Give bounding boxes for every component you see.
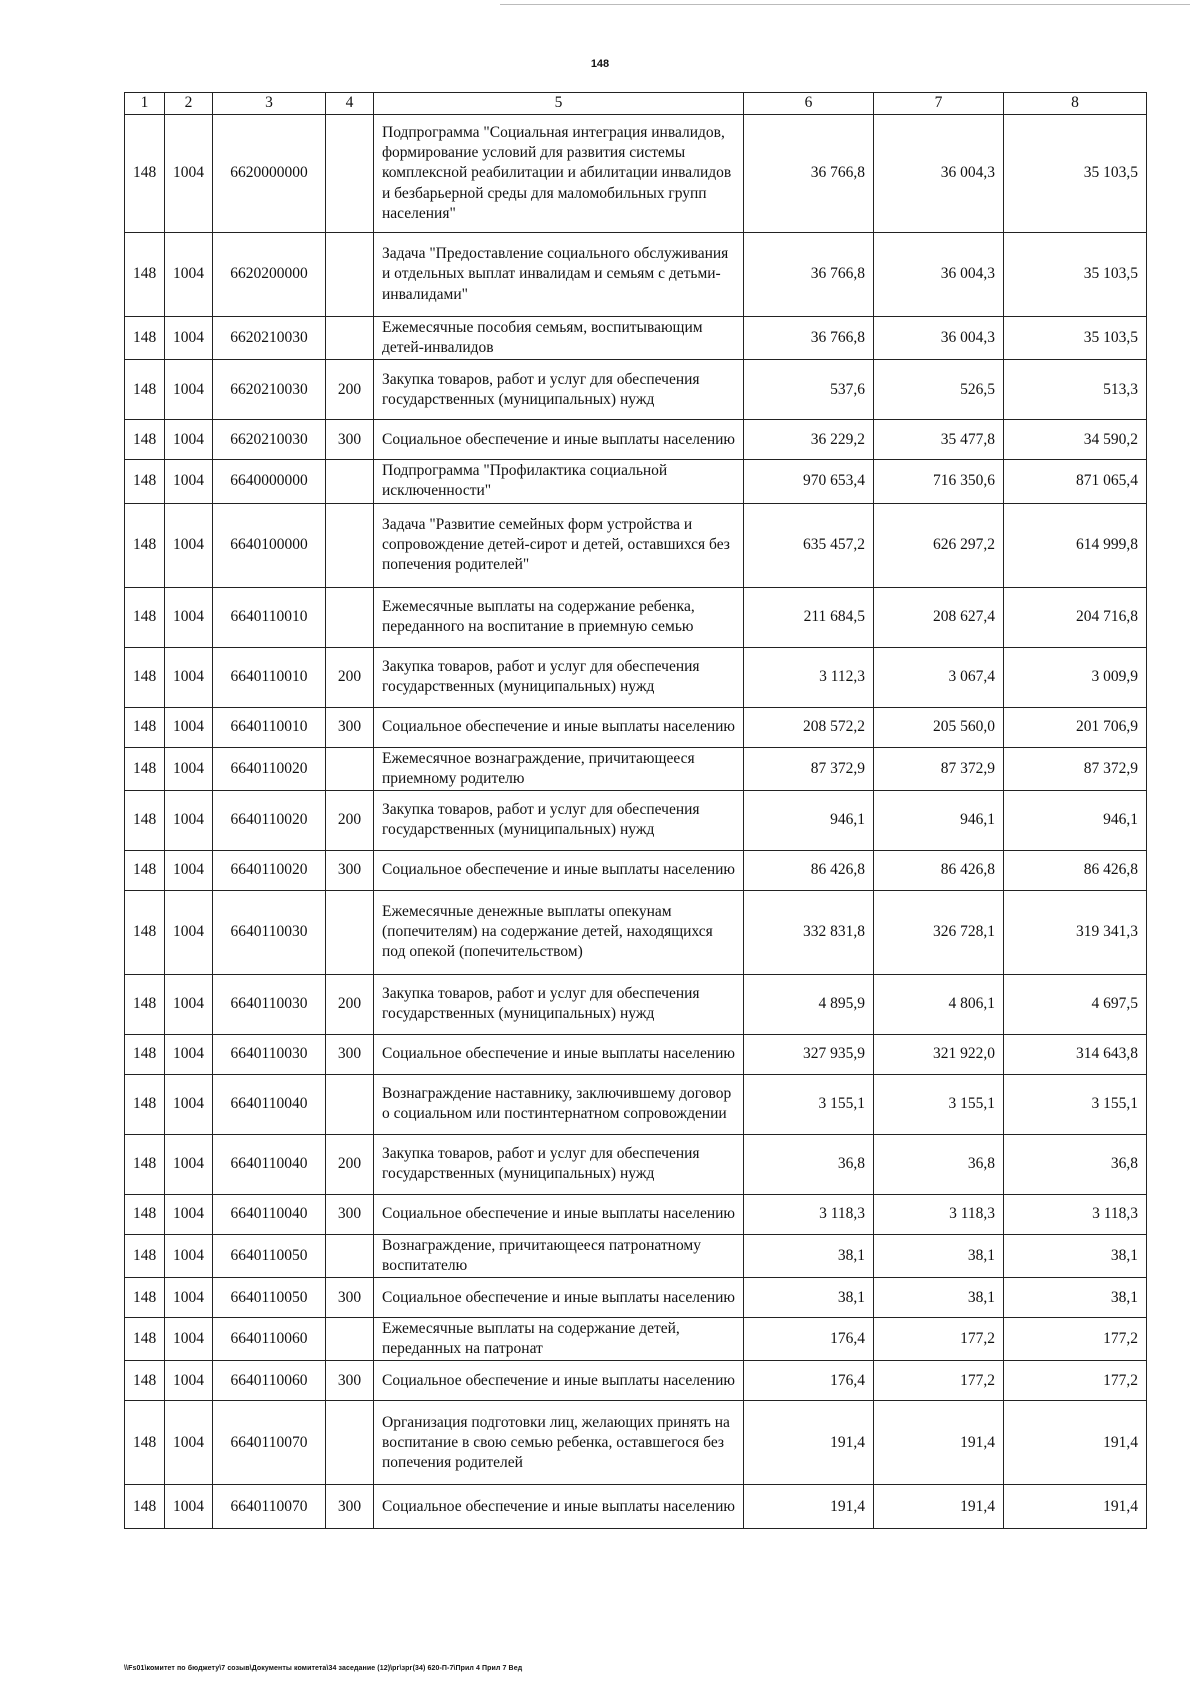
cell-c7: 177,2: [874, 1361, 1004, 1401]
header-cell: 3: [213, 93, 326, 115]
cell-c7: 205 560,0: [874, 707, 1004, 747]
cell-c3: 6640110040: [213, 1074, 326, 1134]
cell-c8: 3 009,9: [1004, 647, 1147, 707]
cell-c5: Социальное обеспечение и иные выплаты населению: [374, 1194, 744, 1234]
cell-c5: Вознаграждение наставнику, заключившему договор о социальном или постинтернатном сопровождении: [374, 1074, 744, 1134]
cell-c4: 300: [326, 1278, 374, 1318]
cell-c5: Социальное обеспечение и иные выплаты населению: [374, 850, 744, 890]
cell-c1: 148: [125, 587, 165, 647]
cell-c8: 36,8: [1004, 1134, 1147, 1194]
cell-c7: 87 372,9: [874, 747, 1004, 790]
cell-c3: 6640110020: [213, 747, 326, 790]
cell-c8: 201 706,9: [1004, 707, 1147, 747]
cell-c4: [326, 233, 374, 317]
cell-c4: 200: [326, 974, 374, 1034]
header-cell: 7: [874, 93, 1004, 115]
cell-c3: 6620000000: [213, 115, 326, 233]
header-cell: 5: [374, 93, 744, 115]
cell-c6: 36,8: [744, 1134, 874, 1194]
table-row: [125, 1361, 1147, 1401]
cell-c1: 148: [125, 420, 165, 460]
cell-c4: [326, 890, 374, 974]
cell-c3: 6640110030: [213, 1034, 326, 1074]
cell-c1: 148: [125, 1401, 165, 1485]
cell-c7: 321 922,0: [874, 1034, 1004, 1074]
page-number: 148: [590, 58, 610, 70]
footer-file-path: \\Fs01\комитет по бюджету\7 созыв\Документы комитета\34 заседание (12)\рг\зрг(34) 620-П-7\Прил 4 Прил 7 Вед: [124, 1665, 523, 1672]
cell-c6: 36 766,8: [744, 233, 874, 317]
cell-c2: 1004: [165, 647, 213, 707]
top-scan-line: [500, 4, 1190, 5]
cell-c2: 1004: [165, 1234, 213, 1277]
cell-c2: 1004: [165, 1485, 213, 1529]
table-row: [125, 1485, 1147, 1529]
table-row: [125, 460, 1147, 503]
table-row: [125, 747, 1147, 790]
cell-c5: Социальное обеспечение и иные выплаты населению: [374, 420, 744, 460]
cell-c4: 300: [326, 420, 374, 460]
cell-c6: 176,4: [744, 1318, 874, 1361]
cell-c1: 148: [125, 974, 165, 1034]
cell-c3: 6620210030: [213, 360, 326, 420]
cell-c8: 204 716,8: [1004, 587, 1147, 647]
cell-c6: 36 766,8: [744, 115, 874, 233]
cell-c4: [326, 115, 374, 233]
cell-c6: 332 831,8: [744, 890, 874, 974]
table-row: [125, 587, 1147, 647]
cell-c5: Задача "Развитие семейных форм устройства и сопровождение детей-сирот и детей, оставшихся без попечения родителей": [374, 503, 744, 587]
cell-c6: 4 895,9: [744, 974, 874, 1034]
cell-c6: 176,4: [744, 1361, 874, 1401]
cell-c5: Закупка товаров, работ и услуг для обеспечения государственных (муниципальных) нужд: [374, 1134, 744, 1194]
table-row: [125, 115, 1147, 233]
cell-c2: 1004: [165, 850, 213, 890]
header-cell: 1: [125, 93, 165, 115]
cell-c3: 6640000000: [213, 460, 326, 503]
cell-c7: 3 118,3: [874, 1194, 1004, 1234]
cell-c5: Вознаграждение, причитающееся патронатному воспитателю: [374, 1234, 744, 1277]
table-row: [125, 647, 1147, 707]
cell-c8: 38,1: [1004, 1234, 1147, 1277]
cell-c8: 314 643,8: [1004, 1034, 1147, 1074]
cell-c3: 6620210030: [213, 420, 326, 460]
cell-c6: 87 372,9: [744, 747, 874, 790]
cell-c4: [326, 1074, 374, 1134]
cell-c3: 6640110010: [213, 587, 326, 647]
cell-c5: Подпрограмма "Социальная интеграция инвалидов, формирование условий для развития системы комплексной реабилитации и абилитации инвалидов и безбарьерной среды для маломобильных групп населения": [374, 115, 744, 233]
cell-c4: 300: [326, 1485, 374, 1529]
cell-c1: 148: [125, 460, 165, 503]
cell-c6: 3 112,3: [744, 647, 874, 707]
cell-c6: 38,1: [744, 1278, 874, 1318]
cell-c5: Организация подготовки лиц, желающих принять на воспитание в свою семью ребенка, оставшегося без попечения родителей: [374, 1401, 744, 1485]
cell-c5: Ежемесячное вознаграждение, причитающееся приемному родителю: [374, 747, 744, 790]
cell-c4: [326, 747, 374, 790]
cell-c7: 526,5: [874, 360, 1004, 420]
cell-c2: 1004: [165, 503, 213, 587]
cell-c2: 1004: [165, 1401, 213, 1485]
cell-c5: Закупка товаров, работ и услуг для обеспечения государственных (муниципальных) нужд: [374, 647, 744, 707]
cell-c6: 36 229,2: [744, 420, 874, 460]
cell-c5: Ежемесячные выплаты на содержание детей, переданных на патронат: [374, 1318, 744, 1361]
cell-c6: 208 572,2: [744, 707, 874, 747]
cell-c8: 34 590,2: [1004, 420, 1147, 460]
budget-table: [124, 92, 1147, 1529]
cell-c8: 191,4: [1004, 1401, 1147, 1485]
table-row: [125, 1278, 1147, 1318]
table-row: [125, 360, 1147, 420]
cell-c7: 191,4: [874, 1401, 1004, 1485]
cell-c6: 970 653,4: [744, 460, 874, 503]
cell-c4: 300: [326, 1361, 374, 1401]
cell-c1: 148: [125, 1361, 165, 1401]
cell-c6: 3 118,3: [744, 1194, 874, 1234]
cell-c1: 148: [125, 233, 165, 317]
cell-c7: 946,1: [874, 790, 1004, 850]
cell-c5: Социальное обеспечение и иные выплаты населению: [374, 1278, 744, 1318]
cell-c5: Ежемесячные денежные выплаты опекунам (попечителям) на содержание детей, находящихся под опекой (попечительством): [374, 890, 744, 974]
cell-c7: 716 350,6: [874, 460, 1004, 503]
cell-c1: 148: [125, 115, 165, 233]
header-cell: 6: [744, 93, 874, 115]
cell-c7: 177,2: [874, 1318, 1004, 1361]
cell-c6: 946,1: [744, 790, 874, 850]
cell-c2: 1004: [165, 974, 213, 1034]
cell-c8: 3 118,3: [1004, 1194, 1147, 1234]
cell-c1: 148: [125, 890, 165, 974]
cell-c3: 6620210030: [213, 317, 326, 360]
cell-c2: 1004: [165, 890, 213, 974]
cell-c2: 1004: [165, 360, 213, 420]
cell-c8: 177,2: [1004, 1361, 1147, 1401]
cell-c5: Социальное обеспечение и иные выплаты населению: [374, 1361, 744, 1401]
cell-c4: 300: [326, 707, 374, 747]
cell-c2: 1004: [165, 707, 213, 747]
cell-c1: 148: [125, 850, 165, 890]
cell-c3: 6640110070: [213, 1485, 326, 1529]
cell-c3: 6620200000: [213, 233, 326, 317]
header-cell: 2: [165, 93, 213, 115]
cell-c8: 177,2: [1004, 1318, 1147, 1361]
cell-c6: 327 935,9: [744, 1034, 874, 1074]
cell-c2: 1004: [165, 233, 213, 317]
cell-c3: 6640110020: [213, 790, 326, 850]
cell-c2: 1004: [165, 1278, 213, 1318]
cell-c5: Подпрограмма "Профилактика социальной исключенности": [374, 460, 744, 503]
cell-c4: 300: [326, 1194, 374, 1234]
cell-c4: [326, 1401, 374, 1485]
cell-c4: 300: [326, 850, 374, 890]
cell-c2: 1004: [165, 1134, 213, 1194]
cell-c1: 148: [125, 1194, 165, 1234]
cell-c1: 148: [125, 647, 165, 707]
cell-c2: 1004: [165, 115, 213, 233]
cell-c4: [326, 317, 374, 360]
cell-c4: 200: [326, 790, 374, 850]
cell-c2: 1004: [165, 460, 213, 503]
cell-c7: 3 067,4: [874, 647, 1004, 707]
header-row: [125, 93, 1147, 115]
cell-c6: 211 684,5: [744, 587, 874, 647]
table-row: [125, 1074, 1147, 1134]
cell-c4: [326, 460, 374, 503]
cell-c2: 1004: [165, 1194, 213, 1234]
table-row: [125, 850, 1147, 890]
cell-c7: 4 806,1: [874, 974, 1004, 1034]
cell-c3: 6640110020: [213, 850, 326, 890]
cell-c8: 86 426,8: [1004, 850, 1147, 890]
cell-c1: 148: [125, 707, 165, 747]
cell-c1: 148: [125, 1134, 165, 1194]
cell-c3: 6640110040: [213, 1134, 326, 1194]
cell-c8: 513,3: [1004, 360, 1147, 420]
cell-c7: 36 004,3: [874, 317, 1004, 360]
cell-c6: 191,4: [744, 1401, 874, 1485]
cell-c5: Социальное обеспечение и иные выплаты населению: [374, 1485, 744, 1529]
table-row: [125, 890, 1147, 974]
cell-c7: 36 004,3: [874, 115, 1004, 233]
cell-c5: Социальное обеспечение и иные выплаты населению: [374, 1034, 744, 1074]
table-row: [125, 1401, 1147, 1485]
cell-c8: 4 697,5: [1004, 974, 1147, 1034]
cell-c5: Закупка товаров, работ и услуг для обеспечения государственных (муниципальных) нужд: [374, 974, 744, 1034]
table-row: [125, 974, 1147, 1034]
cell-c3: 6640110010: [213, 647, 326, 707]
cell-c1: 148: [125, 1234, 165, 1277]
cell-c4: 200: [326, 360, 374, 420]
cell-c3: 6640110060: [213, 1361, 326, 1401]
table-row: [125, 707, 1147, 747]
cell-c3: 6640110060: [213, 1318, 326, 1361]
cell-c2: 1004: [165, 1074, 213, 1134]
cell-c8: 38,1: [1004, 1278, 1147, 1318]
cell-c3: 6640110050: [213, 1234, 326, 1277]
cell-c7: 191,4: [874, 1485, 1004, 1529]
cell-c3: 6640100000: [213, 503, 326, 587]
table-row: [125, 1134, 1147, 1194]
cell-c1: 148: [125, 1074, 165, 1134]
cell-c4: [326, 1234, 374, 1277]
table-row: [125, 1034, 1147, 1074]
cell-c8: 191,4: [1004, 1485, 1147, 1529]
cell-c1: 148: [125, 360, 165, 420]
cell-c2: 1004: [165, 317, 213, 360]
cell-c1: 148: [125, 503, 165, 587]
cell-c4: [326, 587, 374, 647]
cell-c3: 6640110030: [213, 890, 326, 974]
cell-c8: 614 999,8: [1004, 503, 1147, 587]
cell-c2: 1004: [165, 587, 213, 647]
cell-c3: 6640110040: [213, 1194, 326, 1234]
cell-c8: 35 103,5: [1004, 233, 1147, 317]
cell-c1: 148: [125, 790, 165, 850]
cell-c5: Ежемесячные выплаты на содержание ребенка, переданного на воспитание в приемную семью: [374, 587, 744, 647]
cell-c4: 200: [326, 1134, 374, 1194]
cell-c4: [326, 1318, 374, 1361]
cell-c8: 3 155,1: [1004, 1074, 1147, 1134]
cell-c7: 38,1: [874, 1278, 1004, 1318]
cell-c8: 35 103,5: [1004, 317, 1147, 360]
cell-c3: 6640110030: [213, 974, 326, 1034]
cell-c1: 148: [125, 747, 165, 790]
cell-c1: 148: [125, 1485, 165, 1529]
cell-c5: Задача "Предоставление социального обслуживания и отдельных выплат инвалидам и семьям с детьми-инвалидами": [374, 233, 744, 317]
cell-c8: 87 372,9: [1004, 747, 1147, 790]
table-row: [125, 790, 1147, 850]
cell-c7: 326 728,1: [874, 890, 1004, 974]
cell-c7: 36,8: [874, 1134, 1004, 1194]
cell-c6: 537,6: [744, 360, 874, 420]
cell-c7: 36 004,3: [874, 233, 1004, 317]
cell-c2: 1004: [165, 420, 213, 460]
cell-c6: 86 426,8: [744, 850, 874, 890]
cell-c5: Закупка товаров, работ и услуг для обеспечения государственных (муниципальных) нужд: [374, 790, 744, 850]
header-cell: 4: [326, 93, 374, 115]
table-row: [125, 317, 1147, 360]
cell-c4: [326, 503, 374, 587]
cell-c3: 6640110050: [213, 1278, 326, 1318]
cell-c2: 1004: [165, 1318, 213, 1361]
cell-c7: 626 297,2: [874, 503, 1004, 587]
cell-c6: 635 457,2: [744, 503, 874, 587]
cell-c6: 38,1: [744, 1234, 874, 1277]
cell-c8: 319 341,3: [1004, 890, 1147, 974]
cell-c4: 300: [326, 1034, 374, 1074]
cell-c8: 871 065,4: [1004, 460, 1147, 503]
cell-c5: Ежемесячные пособия семьям, воспитывающим детей-инвалидов: [374, 317, 744, 360]
cell-c8: 946,1: [1004, 790, 1147, 850]
table-row: [125, 420, 1147, 460]
cell-c2: 1004: [165, 747, 213, 790]
cell-c1: 148: [125, 1318, 165, 1361]
cell-c1: 148: [125, 317, 165, 360]
table-row: [125, 1194, 1147, 1234]
cell-c5: Социальное обеспечение и иные выплаты населению: [374, 707, 744, 747]
cell-c7: 208 627,4: [874, 587, 1004, 647]
cell-c7: 3 155,1: [874, 1074, 1004, 1134]
header-cell: 8: [1004, 93, 1147, 115]
cell-c3: 6640110070: [213, 1401, 326, 1485]
cell-c2: 1004: [165, 1361, 213, 1401]
cell-c7: 38,1: [874, 1234, 1004, 1277]
cell-c1: 148: [125, 1278, 165, 1318]
cell-c1: 148: [125, 1034, 165, 1074]
table-row: [125, 503, 1147, 587]
cell-c8: 35 103,5: [1004, 115, 1147, 233]
cell-c6: 36 766,8: [744, 317, 874, 360]
table-row: [125, 233, 1147, 317]
cell-c6: 3 155,1: [744, 1074, 874, 1134]
cell-c2: 1004: [165, 1034, 213, 1074]
table-row: [125, 1318, 1147, 1361]
table-row: [125, 1234, 1147, 1277]
cell-c3: 6640110010: [213, 707, 326, 747]
cell-c2: 1004: [165, 790, 213, 850]
cell-c7: 35 477,8: [874, 420, 1004, 460]
cell-c6: 191,4: [744, 1485, 874, 1529]
cell-c5: Закупка товаров, работ и услуг для обеспечения государственных (муниципальных) нужд: [374, 360, 744, 420]
cell-c4: 200: [326, 647, 374, 707]
cell-c7: 86 426,8: [874, 850, 1004, 890]
